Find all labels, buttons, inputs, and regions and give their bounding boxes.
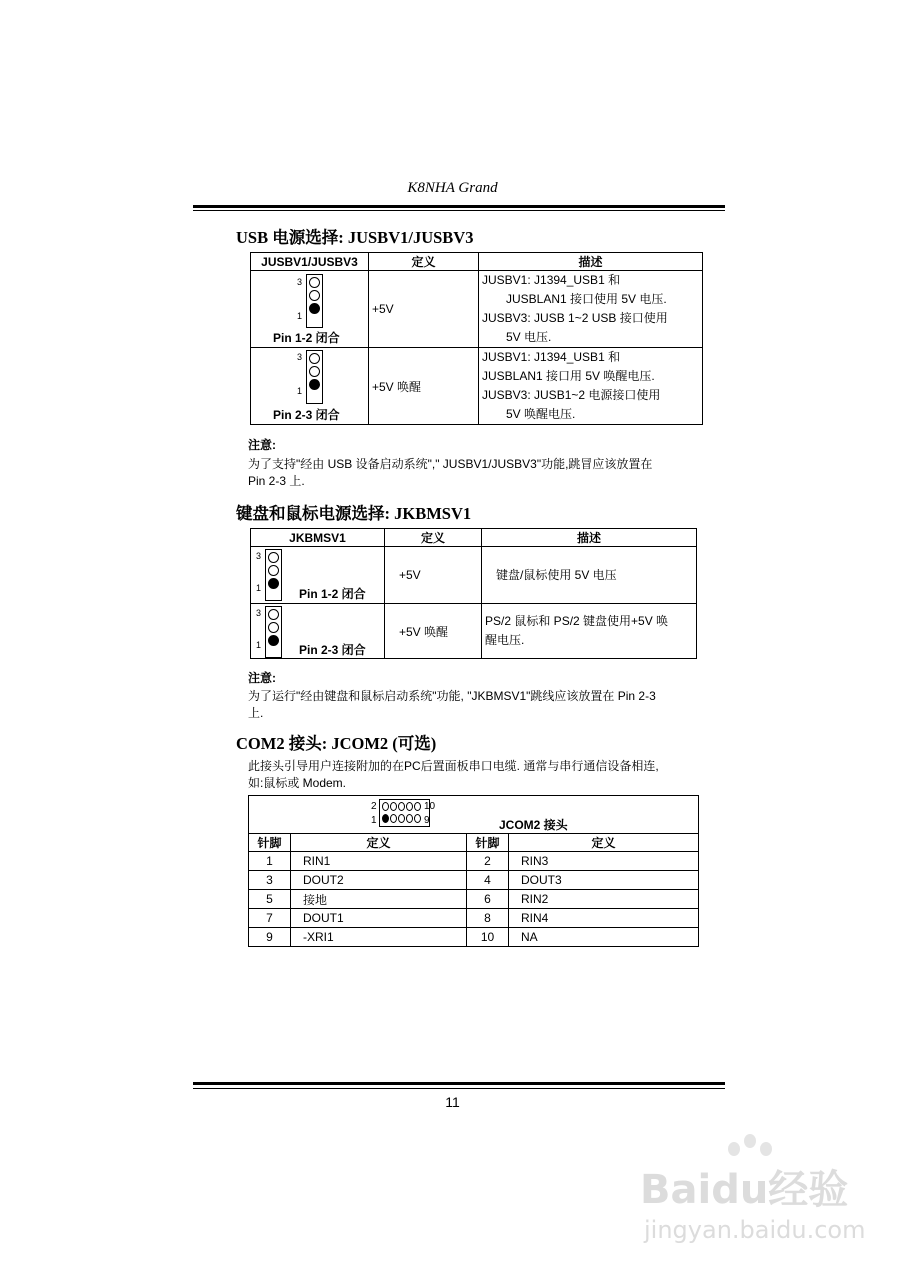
description-cell bbox=[479, 348, 703, 425]
table-row bbox=[251, 271, 703, 348]
definition-cell: RIN2 bbox=[509, 890, 699, 909]
paw-icon bbox=[728, 1142, 740, 1156]
page-number: 11 bbox=[445, 1094, 460, 1110]
definition-cell: 接地 bbox=[291, 890, 467, 909]
intro-line: 此接头引导用户连接附加的在PC后置面板串口电缆. 通常与串行通信设备相连, bbox=[248, 759, 659, 773]
pin-icon bbox=[390, 802, 397, 811]
definition-cell: DOUT3 bbox=[509, 871, 699, 890]
definition-cell: RIN1 bbox=[291, 852, 467, 871]
section-title-usb-power: USB 电源选择: JUSBV1/JUSBV3 bbox=[236, 228, 474, 247]
description-line: PS/2 鼠标和 PS/2 键盘使用+5V 唤 bbox=[485, 614, 669, 628]
note-line: Pin 2-3 上. bbox=[248, 474, 305, 488]
note-line: 为了运行"经由键盘和鼠标启动系统"功能, "JKBMSV1"跳线应该放置在 Pin 2-3 bbox=[248, 689, 656, 703]
pin-icon bbox=[390, 814, 397, 823]
pin-number-top: 3 bbox=[297, 352, 303, 362]
column-header: 描述 bbox=[479, 253, 703, 271]
pin-cell: 3 bbox=[249, 871, 291, 890]
table-row bbox=[251, 348, 703, 425]
definition-cell: -XRI1 bbox=[291, 928, 467, 947]
pin-open-icon bbox=[268, 552, 279, 563]
description-line: JUSBV1: J1394_USB1 和 bbox=[482, 273, 621, 287]
pin-cell: 9 bbox=[249, 928, 291, 947]
pin-open-icon bbox=[309, 290, 320, 301]
pin-open-icon bbox=[268, 622, 279, 633]
pin-number-top: 3 bbox=[297, 277, 303, 287]
baidu-watermark-logo: Baidu经验 bbox=[640, 1167, 849, 1213]
table-row bbox=[251, 604, 697, 659]
column-header: JKBMSV1 bbox=[251, 529, 385, 547]
description-line: JUSBV1: J1394_USB1 和 bbox=[482, 350, 621, 364]
note-text bbox=[248, 688, 718, 722]
pin-icon bbox=[414, 814, 421, 823]
connector-header-box bbox=[248, 795, 699, 834]
pin-number-top: 3 bbox=[256, 608, 262, 618]
pin-open-icon bbox=[309, 353, 320, 364]
column-header: 定义 bbox=[291, 834, 467, 852]
definition-cell: +5V bbox=[385, 547, 482, 604]
pin-icon bbox=[398, 802, 405, 811]
pin-open-icon bbox=[268, 609, 279, 620]
pin-cell: 1 bbox=[249, 852, 291, 871]
header-rule-thin bbox=[193, 210, 725, 211]
column-header: 定义 bbox=[509, 834, 699, 852]
column-header: 定义 bbox=[385, 529, 482, 547]
pin-icon bbox=[382, 802, 389, 811]
description-line: 5V 电压. bbox=[506, 330, 552, 344]
paw-icon bbox=[760, 1142, 772, 1156]
jumper-cell bbox=[251, 604, 385, 659]
table-row bbox=[249, 909, 699, 928]
description-cell bbox=[479, 271, 703, 348]
pin-cell: 2 bbox=[467, 852, 509, 871]
com2-pin-table bbox=[248, 833, 699, 947]
section-title-keyboard-mouse-power: 键盘和鼠标电源选择: JKBMSV1 bbox=[236, 504, 472, 523]
pin-open-icon bbox=[268, 565, 279, 576]
table-row bbox=[249, 928, 699, 947]
keyboard-mouse-power-table bbox=[250, 528, 697, 659]
column-header: 描述 bbox=[482, 529, 697, 547]
pin-cell: 4 bbox=[467, 871, 509, 890]
connector-label: JCOM2 接头 bbox=[499, 818, 568, 832]
description-line: JUSBV3: JUSB1~2 电源接口使用 bbox=[482, 388, 661, 402]
column-header: JUSBV1/JUSBV3 bbox=[251, 253, 369, 271]
note-text bbox=[248, 456, 718, 490]
pin-closed-icon bbox=[309, 379, 320, 390]
paw-icon bbox=[744, 1134, 756, 1148]
pin-1-icon bbox=[382, 814, 389, 823]
jumper-diagram bbox=[306, 350, 323, 404]
description-cell bbox=[482, 547, 697, 604]
pin-number-top: 3 bbox=[256, 551, 262, 561]
pin-closed-icon bbox=[268, 578, 279, 589]
pin-open-icon bbox=[309, 277, 320, 288]
description-line: JUSBV3: JUSB 1~2 USB 接口使用 bbox=[482, 311, 668, 325]
document-header-title: K8NHA Grand bbox=[407, 180, 498, 196]
jumper-diagram bbox=[265, 549, 282, 601]
column-header: 针脚 bbox=[467, 834, 509, 852]
section-title-com2: COM2 接头: JCOM2 (可选) bbox=[236, 734, 437, 753]
definition-cell: RIN4 bbox=[509, 909, 699, 928]
jumper-cell bbox=[251, 271, 369, 348]
pin-number-top-right: 10 bbox=[424, 801, 436, 812]
jumper-label: Pin 1-2 闭合 bbox=[299, 587, 366, 601]
jumper-diagram bbox=[306, 274, 323, 328]
column-header: 针脚 bbox=[249, 834, 291, 852]
pin-closed-icon bbox=[309, 303, 320, 314]
pin-number-top-left: 2 bbox=[371, 801, 377, 812]
jumper-label: Pin 2-3 闭合 bbox=[299, 643, 366, 657]
note-line: 为了支持"经由 USB 设备启动系统"," JUSBV1/JUSBV3"功能,跳冒应该放置在 bbox=[248, 457, 653, 471]
definition-cell: +5V 唤醒 bbox=[369, 348, 479, 425]
column-header: 定义 bbox=[369, 253, 479, 271]
definition-cell: DOUT2 bbox=[291, 871, 467, 890]
description-line: JUSBLAN1 接口使用 5V 电压. bbox=[506, 292, 667, 306]
pin-cell: 5 bbox=[249, 890, 291, 909]
description-cell bbox=[482, 604, 697, 659]
usb-power-table bbox=[250, 252, 703, 425]
footer-rule-thick bbox=[193, 1082, 725, 1085]
pin-open-icon bbox=[309, 366, 320, 377]
table-row bbox=[249, 871, 699, 890]
note-line: 上. bbox=[248, 706, 264, 720]
com2-connector-diagram bbox=[379, 799, 430, 827]
pin-number-bottom: 1 bbox=[297, 386, 303, 396]
table-row bbox=[249, 890, 699, 909]
header-rule-thick bbox=[193, 205, 725, 208]
pin-number-bottom: 1 bbox=[256, 640, 262, 650]
table-row bbox=[249, 852, 699, 871]
jumper-label: Pin 2-3 闭合 bbox=[273, 408, 340, 422]
pin-icon bbox=[398, 814, 405, 823]
pin-icon bbox=[406, 814, 413, 823]
pin-number-bottom-left: 1 bbox=[371, 815, 377, 826]
pin-icon bbox=[406, 802, 413, 811]
footer-rule-thin bbox=[193, 1088, 725, 1089]
note-label: 注意: bbox=[248, 671, 276, 685]
jumper-label: Pin 1-2 闭合 bbox=[273, 331, 340, 345]
definition-cell: NA bbox=[509, 928, 699, 947]
description-line: JUSBLAN1 接口用 5V 唤醒电压. bbox=[482, 369, 655, 383]
pin-cell: 7 bbox=[249, 909, 291, 928]
pin-number-bottom: 1 bbox=[256, 583, 262, 593]
pin-closed-icon bbox=[268, 635, 279, 646]
note-label: 注意: bbox=[248, 438, 276, 452]
intro-line: 如:鼠标或 Modem. bbox=[248, 776, 347, 790]
jumper-diagram bbox=[265, 606, 282, 658]
description-line: 醒电压. bbox=[485, 633, 525, 647]
table-row bbox=[251, 547, 697, 604]
pin-icon bbox=[414, 802, 421, 811]
jumper-cell bbox=[251, 348, 369, 425]
definition-cell: +5V bbox=[369, 271, 479, 348]
description-line: 5V 唤醒电压. bbox=[506, 407, 576, 421]
pin-number-bottom: 1 bbox=[297, 311, 303, 321]
definition-cell: DOUT1 bbox=[291, 909, 467, 928]
baidu-watermark-url: jingyan.baidu.com bbox=[644, 1216, 866, 1244]
pin-cell: 6 bbox=[467, 890, 509, 909]
jumper-cell bbox=[251, 547, 385, 604]
definition-cell: RIN3 bbox=[509, 852, 699, 871]
description-line: 键盘/鼠标使用 5V 电压 bbox=[496, 567, 617, 582]
com2-intro bbox=[248, 758, 728, 792]
definition-cell: +5V 唤醒 bbox=[385, 604, 482, 659]
pin-cell: 8 bbox=[467, 909, 509, 928]
pin-cell: 10 bbox=[467, 928, 509, 947]
pin-number-bottom-right: 9 bbox=[424, 815, 430, 826]
